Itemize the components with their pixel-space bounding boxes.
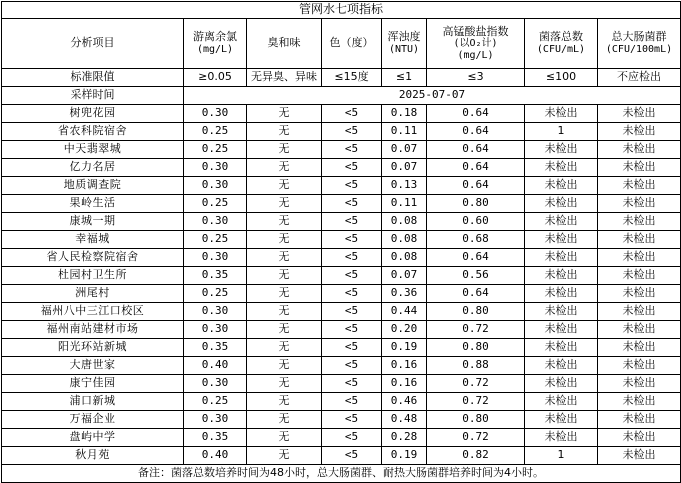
permanganate-value: 0.64 xyxy=(427,285,525,303)
permanganate-value: 0.72 xyxy=(427,375,525,393)
permanganate-value: 0.56 xyxy=(427,267,525,285)
odor-value: 无 xyxy=(247,249,322,267)
site-name: 福州八中三江口校区 xyxy=(2,303,184,321)
note-row xyxy=(2,465,681,483)
free-chlorine-value: 0.30 xyxy=(184,375,247,393)
odor-value: 无 xyxy=(247,429,322,447)
color-value: <5 xyxy=(322,357,382,375)
odor-value: 无 xyxy=(247,123,322,141)
header-permanganate-sub: (以O₂计) xyxy=(453,38,498,50)
free-chlorine-value: 0.25 xyxy=(184,393,247,411)
turbidity-value: 0.07 xyxy=(382,159,427,177)
header-total-coliform-unit: (CFU/100mL) xyxy=(605,44,673,56)
total-coliform-value: 未检出 xyxy=(598,141,681,159)
header-colony-count xyxy=(525,19,598,69)
color-value: <5 xyxy=(322,267,382,285)
header-total-coliform-label: 总大肠菌群 xyxy=(611,30,667,44)
table-row xyxy=(2,249,681,267)
table-row xyxy=(2,231,681,249)
permanganate-value: 0.72 xyxy=(427,429,525,447)
site-name: 幸福城 xyxy=(2,231,184,249)
table-row xyxy=(2,123,681,141)
odor-value: 无 xyxy=(247,411,322,429)
odor-value: 无 xyxy=(247,321,322,339)
footnote: 备注：菌落总数培养时间为48小时，总大肠菌群、耐热大肠菌群培养时间为4小时。 xyxy=(2,465,681,483)
header-color: 色（度） xyxy=(322,19,382,69)
free-chlorine-value: 0.40 xyxy=(184,357,247,375)
turbidity-value: 0.07 xyxy=(382,141,427,159)
total-coliform-value: 未检出 xyxy=(598,429,681,447)
odor-value: 无 xyxy=(247,159,322,177)
turbidity-value: 0.20 xyxy=(382,321,427,339)
turbidity-value: 0.13 xyxy=(382,177,427,195)
sampling-date-row xyxy=(2,87,681,105)
color-value: <5 xyxy=(322,159,382,177)
total-coliform-value: 未检出 xyxy=(598,375,681,393)
turbidity-value: 0.19 xyxy=(382,339,427,357)
color-value: <5 xyxy=(322,285,382,303)
color-value: <5 xyxy=(322,393,382,411)
free-chlorine-value: 0.35 xyxy=(184,339,247,357)
colony-count-value: 未检出 xyxy=(525,321,598,339)
total-coliform-value: 未检出 xyxy=(598,303,681,321)
colony-count-value: 未检出 xyxy=(525,357,598,375)
free-chlorine-value: 0.30 xyxy=(184,303,247,321)
permanganate-value: 0.80 xyxy=(427,411,525,429)
header-free-chlorine-unit: (mg/L) xyxy=(196,44,234,56)
color-value: <5 xyxy=(322,213,382,231)
color-value: <5 xyxy=(322,177,382,195)
colony-count-value: 1 xyxy=(525,447,598,465)
header-row xyxy=(2,19,681,69)
table-row xyxy=(2,447,681,465)
permanganate-value: 0.82 xyxy=(427,447,525,465)
turbidity-value: 0.19 xyxy=(382,447,427,465)
permanganate-value: 0.72 xyxy=(427,393,525,411)
standard-limit-row xyxy=(2,69,681,87)
site-name: 省农科院宿舍 xyxy=(2,123,184,141)
turbidity-value: 0.08 xyxy=(382,249,427,267)
colony-count-value: 未检出 xyxy=(525,429,598,447)
header-total-coliform xyxy=(598,19,681,69)
site-name: 康城一期 xyxy=(2,213,184,231)
free-chlorine-value: 0.30 xyxy=(184,159,247,177)
color-value: <5 xyxy=(322,339,382,357)
colony-count-value: 未检出 xyxy=(525,159,598,177)
table-row xyxy=(2,393,681,411)
site-name: 康宁佳园 xyxy=(2,375,184,393)
total-coliform-value: 未检出 xyxy=(598,411,681,429)
colony-count-value: 1 xyxy=(525,123,598,141)
header-permanganate-label: 高锰酸盐指数 xyxy=(442,24,509,38)
color-value: <5 xyxy=(322,195,382,213)
water-quality-table xyxy=(1,1,681,483)
color-value: <5 xyxy=(322,429,382,447)
free-chlorine-value: 0.30 xyxy=(184,213,247,231)
header-permanganate xyxy=(427,19,525,69)
total-coliform-value: 未检出 xyxy=(598,123,681,141)
header-permanganate-unit: (mg/L) xyxy=(457,49,494,61)
colony-count-value: 未检出 xyxy=(525,303,598,321)
permanganate-value: 0.80 xyxy=(427,339,525,357)
total-coliform-value: 未检出 xyxy=(598,105,681,123)
table-row xyxy=(2,411,681,429)
free-chlorine-value: 0.35 xyxy=(184,429,247,447)
standard-permanganate: ≤3 xyxy=(427,69,525,87)
free-chlorine-value: 0.30 xyxy=(184,411,247,429)
table-row xyxy=(2,105,681,123)
colony-count-value: 未检出 xyxy=(525,141,598,159)
sampling-date: 2025-07-07 xyxy=(184,87,681,105)
free-chlorine-value: 0.25 xyxy=(184,285,247,303)
table-row xyxy=(2,429,681,447)
turbidity-value: 0.16 xyxy=(382,375,427,393)
site-name: 福州南站建材市场 xyxy=(2,321,184,339)
table-row xyxy=(2,159,681,177)
total-coliform-value: 未检出 xyxy=(598,285,681,303)
odor-value: 无 xyxy=(247,393,322,411)
site-name: 秋月苑 xyxy=(2,447,184,465)
color-value: <5 xyxy=(322,411,382,429)
colony-count-value: 未检出 xyxy=(525,411,598,429)
table-row xyxy=(2,213,681,231)
table-row xyxy=(2,285,681,303)
total-coliform-value: 未检出 xyxy=(598,249,681,267)
color-value: <5 xyxy=(322,375,382,393)
free-chlorine-value: 0.30 xyxy=(184,105,247,123)
standard-turbidity: ≤1 xyxy=(382,69,427,87)
permanganate-value: 0.64 xyxy=(427,159,525,177)
header-odor: 臭和味 xyxy=(247,19,322,69)
permanganate-value: 0.60 xyxy=(427,213,525,231)
colony-count-value: 未检出 xyxy=(525,105,598,123)
total-coliform-value: 未检出 xyxy=(598,447,681,465)
colony-count-value: 未检出 xyxy=(525,339,598,357)
table-row xyxy=(2,321,681,339)
odor-value: 无 xyxy=(247,285,322,303)
color-value: <5 xyxy=(322,141,382,159)
free-chlorine-value: 0.25 xyxy=(184,123,247,141)
site-name: 万福企业 xyxy=(2,411,184,429)
permanganate-value: 0.68 xyxy=(427,231,525,249)
color-value: <5 xyxy=(322,105,382,123)
table-title: 管网水七项指标 xyxy=(2,2,681,19)
site-name: 中天翡翠城 xyxy=(2,141,184,159)
color-value: <5 xyxy=(322,123,382,141)
odor-value: 无 xyxy=(247,105,322,123)
site-name: 浦口新城 xyxy=(2,393,184,411)
free-chlorine-value: 0.25 xyxy=(184,141,247,159)
colony-count-value: 未检出 xyxy=(525,267,598,285)
colony-count-value: 未检出 xyxy=(525,195,598,213)
free-chlorine-value: 0.30 xyxy=(184,249,247,267)
turbidity-value: 0.07 xyxy=(382,267,427,285)
total-coliform-value: 未检出 xyxy=(598,159,681,177)
permanganate-value: 0.80 xyxy=(427,195,525,213)
site-name: 果岭生活 xyxy=(2,195,184,213)
color-value: <5 xyxy=(322,321,382,339)
header-free-chlorine xyxy=(184,19,247,69)
header-analysis-item: 分析项目 xyxy=(2,19,184,69)
odor-value: 无 xyxy=(247,447,322,465)
header-turbidity-label: 浑浊度 xyxy=(387,30,421,44)
free-chlorine-value: 0.35 xyxy=(184,267,247,285)
permanganate-value: 0.88 xyxy=(427,357,525,375)
site-name: 杜园村卫生所 xyxy=(2,267,184,285)
odor-value: 无 xyxy=(247,177,322,195)
odor-value: 无 xyxy=(247,339,322,357)
table-row xyxy=(2,141,681,159)
table-row xyxy=(2,267,681,285)
total-coliform-value: 未检出 xyxy=(598,267,681,285)
odor-value: 无 xyxy=(247,267,322,285)
turbidity-value: 0.18 xyxy=(382,105,427,123)
colony-count-value: 未检出 xyxy=(525,393,598,411)
standard-chlorine: ≥0.05 xyxy=(184,69,247,87)
header-colony-count-label: 菌落总数 xyxy=(539,30,583,44)
permanganate-value: 0.64 xyxy=(427,249,525,267)
sampling-label: 采样时间 xyxy=(2,87,184,105)
colony-count-value: 未检出 xyxy=(525,285,598,303)
site-name: 大唐世家 xyxy=(2,357,184,375)
site-name: 亿力名居 xyxy=(2,159,184,177)
header-turbidity xyxy=(382,19,427,69)
permanganate-value: 0.80 xyxy=(427,303,525,321)
site-name: 树兜花园 xyxy=(2,105,184,123)
site-name: 阳光环站新城 xyxy=(2,339,184,357)
table-row xyxy=(2,357,681,375)
table-row xyxy=(2,303,681,321)
total-coliform-value: 未检出 xyxy=(598,231,681,249)
header-turbidity-unit: (NTU) xyxy=(388,44,420,56)
color-value: <5 xyxy=(322,303,382,321)
total-coliform-value: 未检出 xyxy=(598,195,681,213)
permanganate-value: 0.64 xyxy=(427,141,525,159)
color-value: <5 xyxy=(322,249,382,267)
turbidity-value: 0.16 xyxy=(382,357,427,375)
turbidity-value: 0.08 xyxy=(382,231,427,249)
header-free-chlorine-label: 游离余氯 xyxy=(193,30,237,44)
standard-odor: 无异臭、异味 xyxy=(247,69,322,87)
colony-count-value: 未检出 xyxy=(525,213,598,231)
site-name: 省人民检察院宿舍 xyxy=(2,249,184,267)
turbidity-value: 0.08 xyxy=(382,213,427,231)
header-colony-count-unit: (CFU/mL) xyxy=(536,44,586,56)
total-coliform-value: 未检出 xyxy=(598,339,681,357)
permanganate-value: 0.64 xyxy=(427,177,525,195)
odor-value: 无 xyxy=(247,213,322,231)
color-value: <5 xyxy=(322,231,382,249)
odor-value: 无 xyxy=(247,195,322,213)
standard-color: ≤15度 xyxy=(322,69,382,87)
standard-coliform: 不应检出 xyxy=(598,69,681,87)
standard-colony: ≤100 xyxy=(525,69,598,87)
permanganate-value: 0.72 xyxy=(427,321,525,339)
odor-value: 无 xyxy=(247,303,322,321)
site-name: 地质调查院 xyxy=(2,177,184,195)
table-row xyxy=(2,195,681,213)
free-chlorine-value: 0.30 xyxy=(184,177,247,195)
free-chlorine-value: 0.25 xyxy=(184,231,247,249)
turbidity-value: 0.28 xyxy=(382,429,427,447)
permanganate-value: 0.64 xyxy=(427,105,525,123)
table-row xyxy=(2,375,681,393)
colony-count-value: 未检出 xyxy=(525,177,598,195)
permanganate-value: 0.64 xyxy=(427,123,525,141)
total-coliform-value: 未检出 xyxy=(598,321,681,339)
total-coliform-value: 未检出 xyxy=(598,357,681,375)
turbidity-value: 0.46 xyxy=(382,393,427,411)
odor-value: 无 xyxy=(247,375,322,393)
free-chlorine-value: 0.25 xyxy=(184,195,247,213)
turbidity-value: 0.48 xyxy=(382,411,427,429)
colony-count-value: 未检出 xyxy=(525,231,598,249)
turbidity-value: 0.44 xyxy=(382,303,427,321)
table-row xyxy=(2,339,681,357)
free-chlorine-value: 0.30 xyxy=(184,321,247,339)
odor-value: 无 xyxy=(247,141,322,159)
odor-value: 无 xyxy=(247,231,322,249)
free-chlorine-value: 0.40 xyxy=(184,447,247,465)
standard-label: 标准限值 xyxy=(2,69,184,87)
site-name: 盘屿中学 xyxy=(2,429,184,447)
table-row xyxy=(2,177,681,195)
total-coliform-value: 未检出 xyxy=(598,177,681,195)
site-name: 洲尾村 xyxy=(2,285,184,303)
color-value: <5 xyxy=(322,447,382,465)
turbidity-value: 0.11 xyxy=(382,195,427,213)
turbidity-value: 0.36 xyxy=(382,285,427,303)
turbidity-value: 0.11 xyxy=(382,123,427,141)
total-coliform-value: 未检出 xyxy=(598,393,681,411)
colony-count-value: 未检出 xyxy=(525,375,598,393)
total-coliform-value: 未检出 xyxy=(598,213,681,231)
odor-value: 无 xyxy=(247,357,322,375)
colony-count-value: 未检出 xyxy=(525,249,598,267)
